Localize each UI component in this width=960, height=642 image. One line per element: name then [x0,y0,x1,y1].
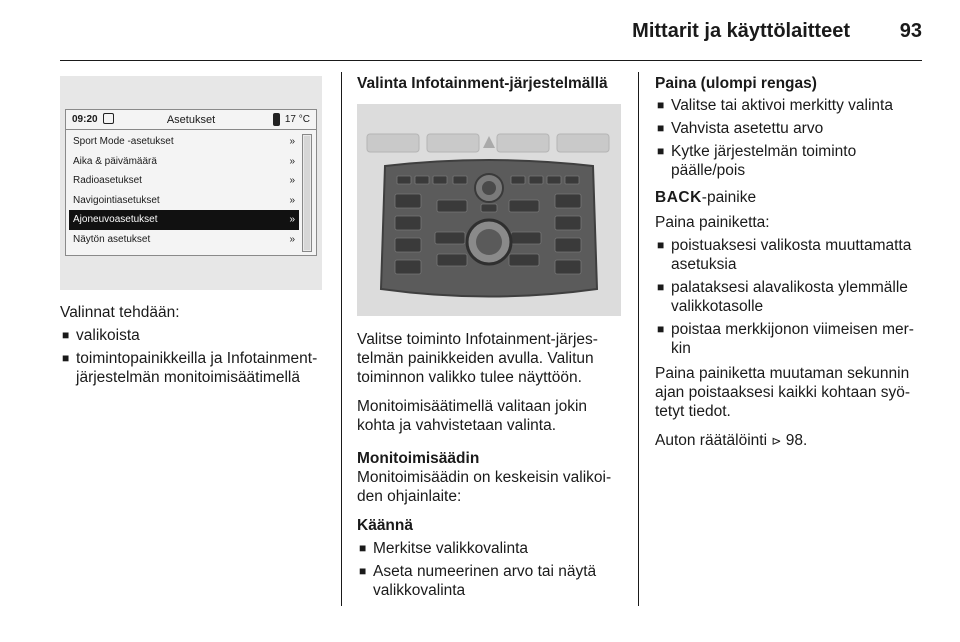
paragraph: Valitse toiminto Infotainment-järjes-telmän painikkeiden avulla. Valitun toiminnon valikko tulee näyttöön. [357,331,598,386]
infotainment-console-figure [357,104,621,316]
clock-time: 09:20 [72,114,98,125]
menu-item-label: Aika & päivämäärä [73,155,157,167]
scrollbar-thumb [304,136,310,250]
list-item: ■ Aseta numeerinen arvo tai näytä valikkovalinta [359,563,597,599]
list-item: ■ poistuaksesi valikosta muuttamatta asetuksia [657,237,912,273]
cross-reference[interactable]: Auton räätälöinti ⊳ 98. [655,432,808,449]
chevron-right-icon: » [289,233,295,245]
page-title: Mittarit ja käyttölaitteet [632,20,850,42]
list-item: ■ palataksesi alavalikosta ylemmälle valikkotasolle [657,279,908,315]
bullet-icon: ■ [62,351,70,365]
list-item: ■ Merkitse valikkovalinta [359,540,529,557]
chevron-right-icon: » [289,194,295,206]
right-column [655,74,925,451]
temperature-readout: 17 °C [284,114,310,125]
list-item: ■ valikoista [62,327,140,344]
menu-item[interactable] [69,191,299,211]
console-illustration [357,104,621,316]
page-ref-icon: ⊳ [771,434,782,448]
bullet-icon: ■ [359,564,367,578]
screen-title: Asetukset [166,114,216,126]
status-bar [66,110,316,130]
bullet-icon: ■ [657,98,665,112]
paragraph: Paina painiketta muutaman sekunnin ajan poistaaksesi kaikki kohtaan syö-tetyt tiedot. [655,365,911,420]
settings-menu [69,132,299,249]
bullet-icon: ■ [657,121,665,135]
bullet-icon: ■ [657,280,665,294]
middle-column [357,74,627,93]
back-label: BACK [655,189,702,206]
bullet-icon: ■ [62,328,70,342]
header-rule [60,60,922,61]
menu-item[interactable] [69,171,299,191]
column-divider-left [341,72,342,606]
list-item: ■ toimintopainikkeilla ja Infotainment-järjestelmän monitoimisäätimellä [62,350,318,386]
menu-item[interactable] [69,132,299,152]
bullet-icon: ■ [657,322,665,336]
paragraph: Monitoimisäädin on keskeisin valikoi-den ohjainlaite: [357,469,612,505]
paragraph: Monitoimisäätimellä valitaan jokin kohta ja vahvistetaan valinta. [357,398,588,434]
menu-item[interactable] [69,230,299,250]
list-item: ■ Valitse tai aktivoi merkitty valinta [657,97,893,114]
list-item: ■ Kytke järjestelmän toiminto päälle/pois [657,143,857,179]
menu-item[interactable] [69,152,299,172]
menu-item-label: Radioasetukset [73,175,142,186]
chevron-right-icon: » [289,136,295,147]
menu-item[interactable] [69,210,299,230]
intro-text: Valinnat tehdään: [60,304,180,321]
display-screen [65,109,317,256]
menu-item-label: Navigointiasetukset [73,194,160,206]
left-column [60,303,330,387]
menu-item-label: Näytön asetukset [73,233,151,245]
thermometer-icon [273,113,280,126]
bullet-icon: ■ [657,144,665,158]
menu-item-label: Sport Mode -asetukset [73,136,174,147]
menu-item-label: Ajoneuvoasetukset [73,214,158,225]
list-item: ■ Vahvista asetettu arvo [657,120,824,137]
page-number: 93 [899,20,922,42]
paragraph: Paina painiketta: [655,214,770,231]
chevron-right-icon: » [289,175,295,186]
subheading: Käännä [357,517,413,534]
settings-screen-figure [60,76,322,290]
section-heading: Paina (ulompi rengas) [655,75,817,92]
middle-column-body [357,330,629,600]
page-header [0,0,960,62]
chevron-right-icon: » [289,214,295,225]
list-item: ■ poistaa merkkijonon viimeisen mer-kin [657,321,914,357]
scrollbar [302,134,312,252]
back-button-line: BACK-painike [655,189,757,206]
subheading: Monitoimisäädin [357,450,480,467]
bullet-icon: ■ [359,541,367,555]
chevron-right-icon: » [289,155,295,167]
bullet-icon: ■ [657,238,665,252]
column-divider-right [638,72,639,606]
section-heading: Valinta Infotainment-järjestelmällä [357,75,608,92]
